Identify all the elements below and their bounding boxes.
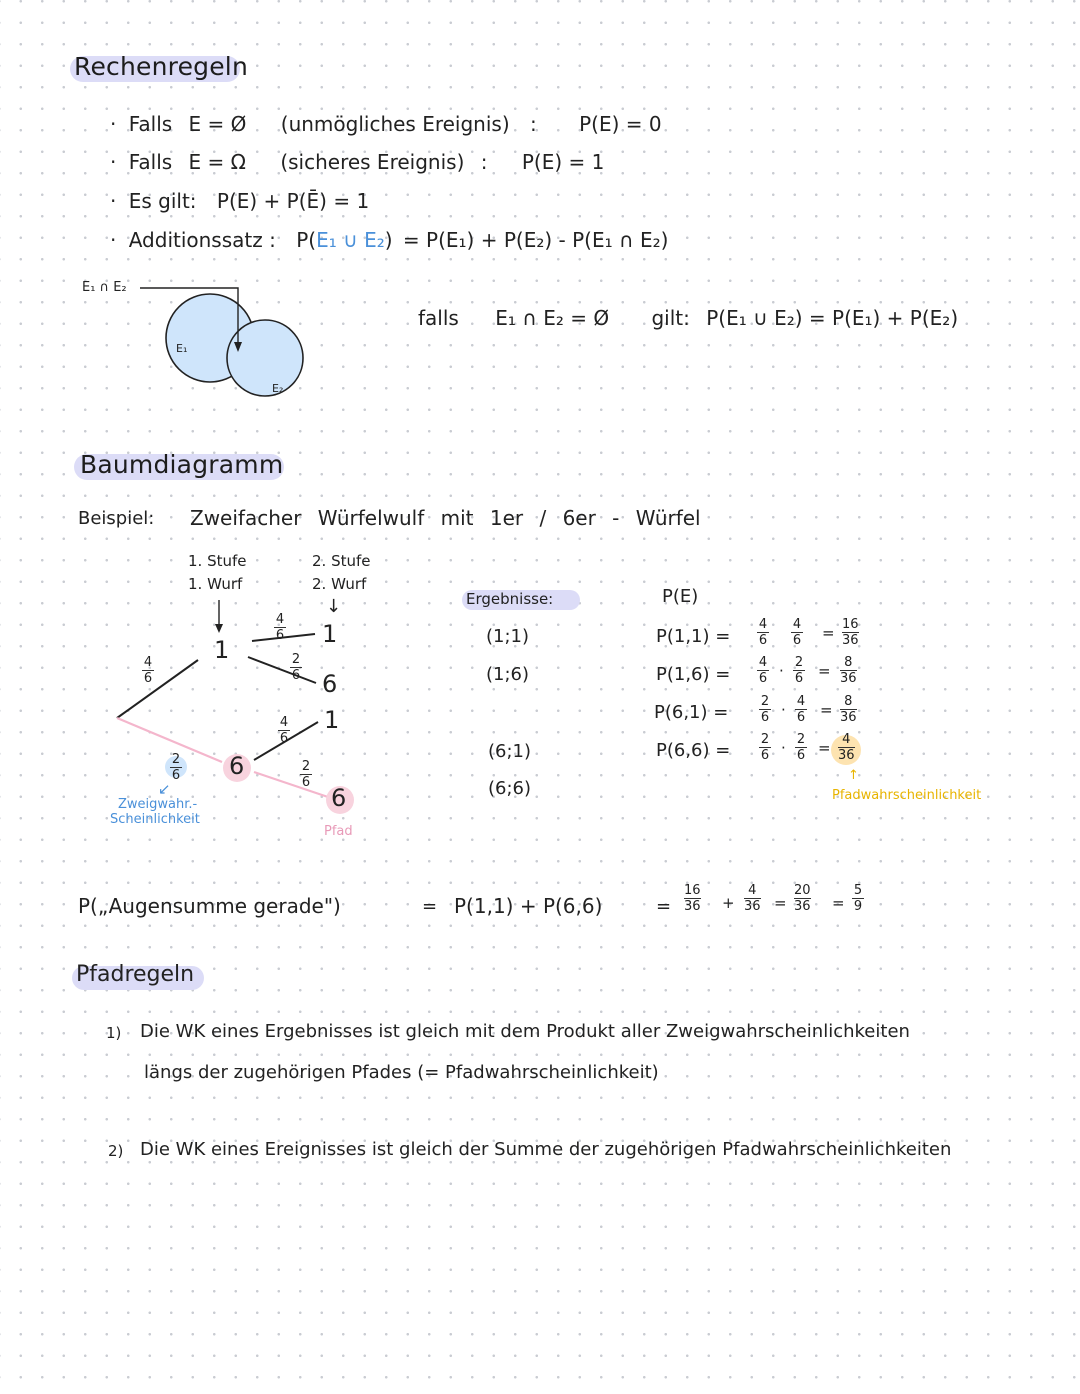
frac-den: 6 <box>796 748 806 763</box>
rule-condition: E = Ø <box>188 112 247 136</box>
pfadregel-2-line1: Die WK eines Ereignisses ist gleich der Summe der zugehörigen Pfadwahrscheinlichkeiten <box>140 1139 952 1160</box>
pe-row-4-f1 <box>759 733 771 762</box>
stage1-arrowhead <box>215 624 223 633</box>
augensumme-mid: P(1,1) + P(6,6) <box>454 894 603 918</box>
pe-row-4-lhs: P(6,6) = <box>656 740 731 761</box>
branch-prob-1-to-6 <box>290 653 302 682</box>
venn-e1-label: E₁ <box>176 342 188 355</box>
ergebnis-item: (1;1) <box>486 626 530 647</box>
frac-num: 5 <box>853 883 863 898</box>
frac-den: 6 <box>794 671 804 686</box>
augensumme-eq3: = <box>774 894 787 912</box>
tree-node-second-6b: 6 <box>331 784 347 812</box>
disjoint-prefix: falls <box>418 306 459 330</box>
pe-row-3-dot: · <box>781 701 786 719</box>
frac-den: 6 <box>171 768 181 783</box>
tree-node-second-1b: 1 <box>324 706 340 734</box>
stage1-line2: 1. Wurf <box>188 575 243 593</box>
frac-num: 4 <box>143 655 153 670</box>
augensumme-f3 <box>794 884 811 913</box>
rule-prefix: Falls <box>128 112 173 136</box>
tree-node-first-6: 6 <box>229 752 245 780</box>
rule-prefix: Es gilt: <box>128 189 197 213</box>
zweig-label-line2: Scheinlichkeit <box>110 812 200 827</box>
frac-num: 16 <box>842 617 859 632</box>
rule-bullet: · <box>110 228 117 252</box>
tree-node-second-1a: 1 <box>322 620 338 648</box>
rule-prefix: Additionssatz : <box>128 228 276 252</box>
augensumme-eq2: = <box>656 896 672 917</box>
stage2-line2: 2. Wurf <box>312 575 367 593</box>
pe-row-4-result <box>838 733 855 762</box>
frac-den: 6 <box>792 633 802 648</box>
rule-result: P(E) = 1 <box>521 150 605 174</box>
frac-den: 36 <box>838 748 855 763</box>
rule-lhs-p: P( <box>296 228 317 252</box>
pe-row-2-f1 <box>757 656 769 685</box>
zweig-arrow: ↙ <box>158 780 171 798</box>
tree-branch-root-to-1 <box>117 660 198 718</box>
frac-den: 36 <box>794 899 811 914</box>
pe-row-1-f1 <box>757 618 769 647</box>
stage2-arrow: ↓ <box>326 596 342 617</box>
frac-num: 8 <box>844 655 853 670</box>
pfadregel-1-number: 1) <box>106 1024 122 1042</box>
venn-intersection-label: E₁ ∩ E₂ <box>82 280 127 295</box>
pfadregel-2-number: 2) <box>108 1142 124 1160</box>
pe-row-1-result <box>842 618 859 647</box>
frac-den: 36 <box>684 899 701 914</box>
frac-num: 4 <box>279 715 289 730</box>
frac-num: 2 <box>796 732 806 747</box>
frac-den: 36 <box>744 899 761 914</box>
ergebnis-item: (1;6) <box>486 664 530 685</box>
frac-den: 36 <box>840 671 857 686</box>
rule-rhs: = P(E₁) + P(E₂) - P(E₁ ∩ E₂) <box>402 228 669 252</box>
heading-pfadregeln: Pfadregeln <box>76 962 195 987</box>
frac-num: 2 <box>760 732 770 747</box>
rule-bullet: · <box>110 150 117 174</box>
rule-result: P(E) = 0 <box>579 112 662 136</box>
frac-den: 36 <box>840 710 857 725</box>
pe-row-2-result <box>840 656 857 685</box>
augensumme-f4 <box>852 884 864 913</box>
frac-num: 4 <box>275 612 285 627</box>
ergebnisse-heading: Ergebnisse: <box>466 590 554 608</box>
pfad-arrow: ↑ <box>848 768 859 783</box>
stage2-line1: 2. Stufe <box>312 552 371 570</box>
stage1-line1: 1. Stufe <box>188 552 247 570</box>
frac-num: 2 <box>794 655 804 670</box>
frac-den: 36 <box>842 633 859 648</box>
rule-bullet: · <box>110 189 117 213</box>
example-text: Zweifacher Würfelwulf mit 1er / 6er - Würfel <box>190 506 701 530</box>
pe-row-3-lhs: P(6,1) = <box>654 702 729 723</box>
frac-num: 4 <box>748 883 757 898</box>
frac-den: 6 <box>760 748 770 763</box>
pfadregel-1-line2: längs der zugehörigen Pfades (= Pfadwahrscheinlichkeit) <box>144 1062 659 1083</box>
frac-num: 2 <box>301 759 311 774</box>
pe-row-2-lhs: P(1,6) = <box>656 664 731 685</box>
branch-prob-6-to-1 <box>278 716 290 745</box>
rule-lhs-close: ) <box>384 228 393 252</box>
rule-note: (unmögliches Ereignis) <box>280 112 510 136</box>
frac-den: 6 <box>760 710 770 725</box>
disjoint-formula-line <box>418 306 958 330</box>
frac-num: 8 <box>844 694 853 709</box>
frac-num: 2 <box>171 752 181 767</box>
branch-prob-to-1 <box>142 656 154 685</box>
rule-bullet: · <box>110 112 117 136</box>
pe-row-2-eq: = <box>818 662 831 680</box>
tree-branch-6-to-6 <box>254 772 328 797</box>
frac-num: 2 <box>760 694 770 709</box>
frac-den: 6 <box>279 731 289 746</box>
pe-row-1-lhs: P(1,1) = <box>656 626 731 647</box>
ergebnis-item: (6;6) <box>488 778 532 799</box>
augensumme-eq4: = <box>832 894 845 912</box>
pe-row-4-f2 <box>795 733 807 762</box>
pfadwahrscheinlichkeit-label: Pfadwahrscheinlichkeit <box>832 788 982 803</box>
frac-num: 20 <box>794 883 811 898</box>
frac-num: 4 <box>792 617 802 632</box>
pe-row-3-f2 <box>795 695 807 724</box>
rule-note: (sicheres Ereignis) <box>280 150 465 174</box>
pe-row-2-dot: · <box>779 662 784 680</box>
venn-e2-label: E₂ <box>272 382 284 395</box>
augensumme-eq1: = <box>422 896 438 917</box>
pe-row-3-result <box>840 695 857 724</box>
pe-row-4-dot: · <box>781 739 786 757</box>
frac-num: 2 <box>291 652 301 667</box>
disjoint-condition: E₁ ∩ E₂ = Ø <box>495 306 610 330</box>
rule-sep: : <box>480 150 488 174</box>
branch-prob-to-6 <box>170 753 182 782</box>
rule-lhs-set: E₁ ∪ E₂ <box>316 228 385 252</box>
heading-rechenregeln: Rechenregeln <box>74 52 248 81</box>
augensumme-f2 <box>744 884 761 913</box>
frac-den: 6 <box>291 668 301 683</box>
heading-baumdiagramm: Baumdiagramm <box>80 450 284 479</box>
pe-heading: P(E) <box>662 586 699 607</box>
frac-den: 6 <box>301 775 311 790</box>
tree-node-second-6a: 6 <box>322 670 338 698</box>
disjoint-gilt: gilt: <box>651 306 690 330</box>
frac-num: 4 <box>758 655 768 670</box>
pe-row-4-eq: = <box>818 739 831 757</box>
frac-num: 4 <box>758 617 768 632</box>
pe-row-2-f2 <box>793 656 805 685</box>
rule-sep: : <box>530 112 537 136</box>
pe-row-3-eq: = <box>820 701 833 719</box>
frac-num: 16 <box>684 883 701 898</box>
pe-row-1-f2 <box>791 618 803 647</box>
branch-prob-6-to-6 <box>300 760 312 789</box>
frac-den: 6 <box>758 671 768 686</box>
venn-diagram <box>140 288 303 396</box>
augensumme-lhs: P(„Augensumme gerade") <box>78 894 341 918</box>
pfadregel-1-line1: Die WK eines Ergebnisses ist gleich mit dem Produkt aller Zweigwahrscheinlichkeiten <box>140 1021 910 1042</box>
zweig-label-line1: Zweigwahr.- <box>118 797 198 812</box>
tree-node-first-1: 1 <box>214 636 230 664</box>
branch-prob-1-to-1 <box>274 613 286 642</box>
rule-condition: E = Ω <box>188 150 246 174</box>
frac-den: 6 <box>758 633 768 648</box>
frac-num: 4 <box>796 694 806 709</box>
pe-row-3-f1 <box>759 695 771 724</box>
disjoint-formula: P(E₁ ∪ E₂) = P(E₁) + P(E₂) <box>706 306 959 330</box>
frac-num: 4 <box>842 732 851 747</box>
frac-den: 6 <box>143 671 153 686</box>
frac-den: 6 <box>796 710 806 725</box>
ergebnis-item: (6;1) <box>488 741 532 762</box>
rule-formula: P(E) + P(Ē) = 1 <box>216 189 370 213</box>
augensumme-f1 <box>684 884 701 913</box>
frac-den: 6 <box>275 628 285 643</box>
frac-den: 9 <box>853 899 863 914</box>
example-label: Beispiel: <box>78 508 155 529</box>
tree-branch-1-to-6 <box>248 657 316 683</box>
rule-prefix: Falls <box>128 150 173 174</box>
pfad-label: Pfad <box>324 824 353 839</box>
pe-row-1-eq: = <box>822 624 835 642</box>
augensumme-plus: + <box>722 894 735 912</box>
